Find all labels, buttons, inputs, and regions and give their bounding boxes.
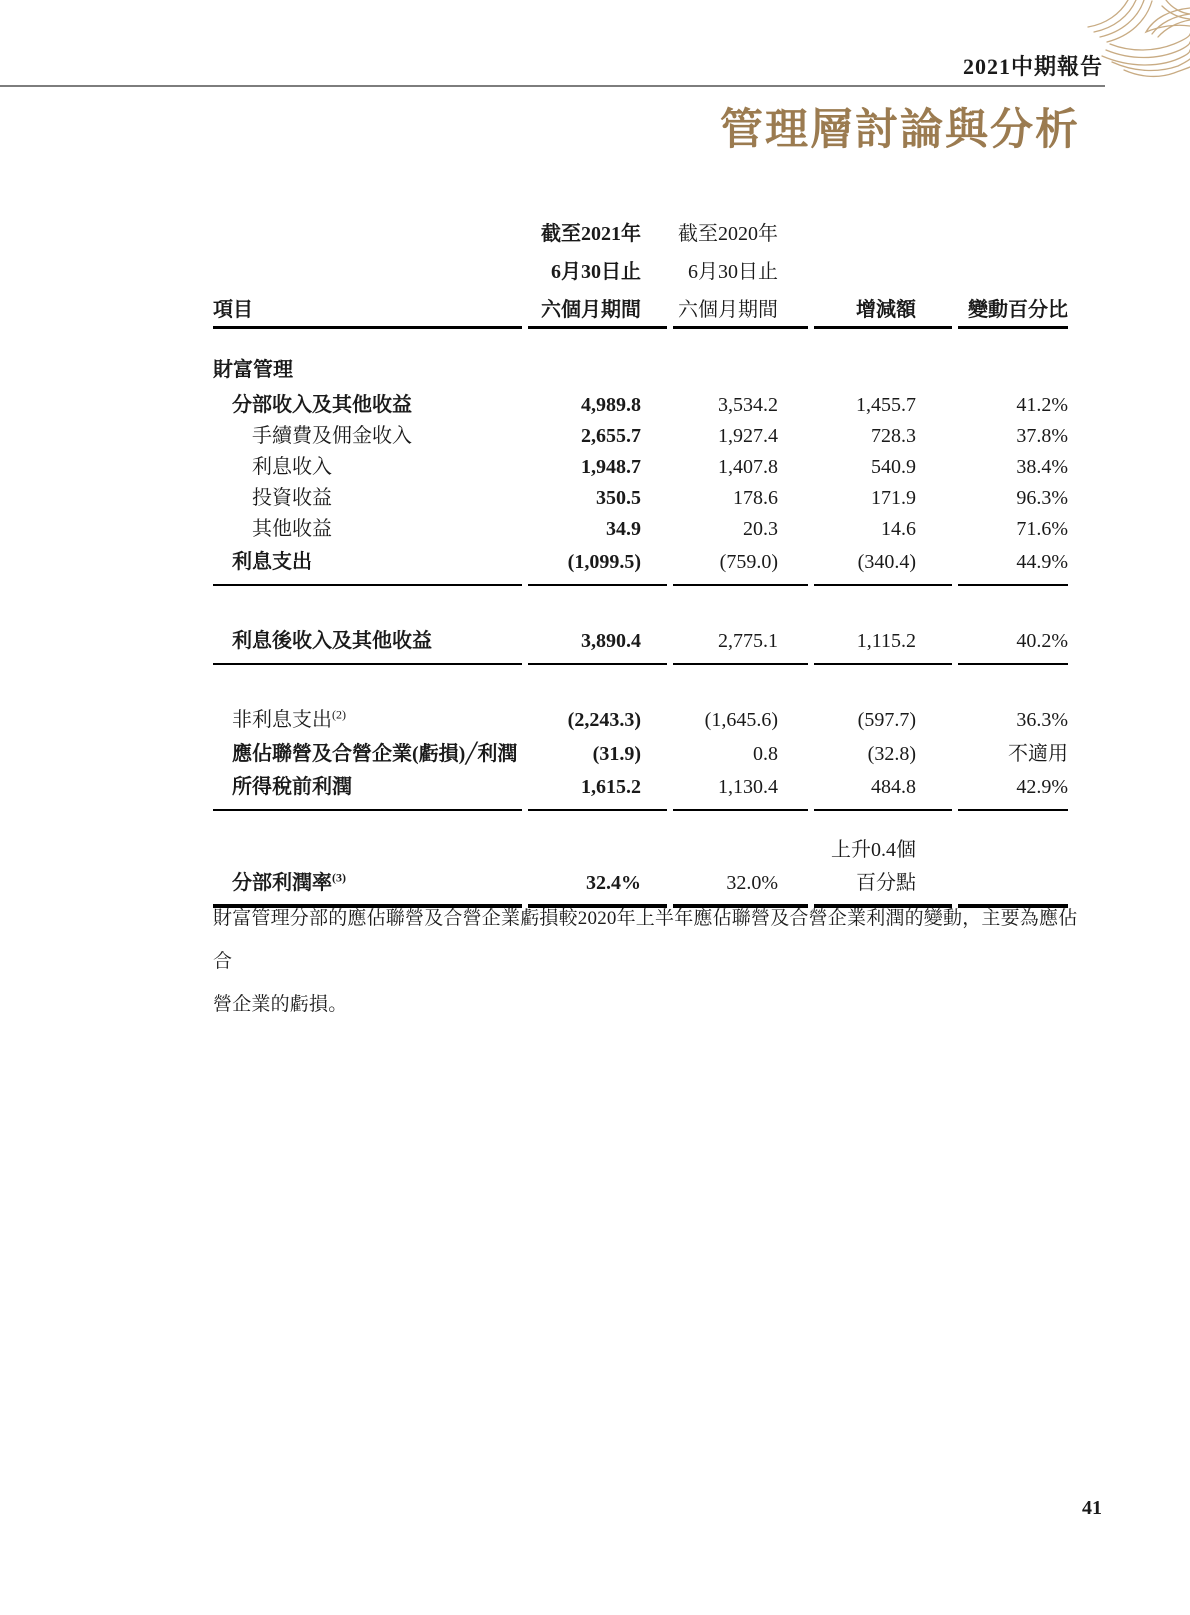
row-label: 利息後收入及其他收益 <box>213 626 522 665</box>
financial-table <box>213 215 1068 908</box>
value-2020 <box>673 355 808 386</box>
row-label: 投資收益 <box>252 487 332 509</box>
header-2020-line3: 六個月期間 <box>673 291 808 329</box>
row-label: 其他收益 <box>252 518 332 540</box>
value-pct <box>958 355 1068 386</box>
table-row <box>213 739 1068 770</box>
value-2021: 3,890.4 <box>528 626 667 665</box>
header-pct: 變動百分比 <box>958 291 1068 329</box>
header-item: 項目 <box>213 291 522 329</box>
value-2021: 1,615.2 <box>528 772 667 811</box>
value-change: 171.9 <box>871 487 916 509</box>
value-2021 <box>528 835 667 866</box>
value-2020: (759.0) <box>673 547 808 586</box>
table-row <box>213 835 1068 866</box>
value-change: (340.4) <box>814 547 952 586</box>
header-spacer <box>958 253 1068 291</box>
value-2021: 32.4% <box>528 868 667 908</box>
value-2020: 2,775.1 <box>673 626 808 665</box>
value-change: 百分點 <box>814 868 952 908</box>
table-header-row <box>213 291 1068 329</box>
value-2020: 1,927.4 <box>718 425 778 447</box>
value-pct: 不適用 <box>1008 743 1068 765</box>
header-spacer <box>213 215 522 253</box>
row-label: 所得稅前利潤 <box>213 772 522 811</box>
row-label: 分部收入及其他收益 <box>232 394 412 416</box>
row-label <box>213 835 522 866</box>
table-header-row <box>213 253 1068 291</box>
value-change: 540.9 <box>871 456 916 478</box>
footnote-ref: (3) <box>332 870 346 885</box>
value-change: 484.8 <box>814 772 952 811</box>
value-2021: 34.9 <box>606 518 641 540</box>
value-pct: 42.9% <box>958 772 1068 811</box>
value-2021: 4,989.8 <box>581 394 641 416</box>
value-pct: 96.3% <box>1016 487 1068 509</box>
value-2020: (1,645.6) <box>704 709 778 731</box>
value-2020 <box>673 835 808 866</box>
value-2021: (31.9) <box>592 743 641 765</box>
table-header-row <box>213 215 1068 253</box>
table-row <box>213 772 1068 811</box>
row-label: 分部利潤率$^{(3)}$ <box>213 868 522 908</box>
table-row <box>213 355 1068 386</box>
table-row <box>213 452 1068 483</box>
table-row <box>213 514 1068 545</box>
row-label: 利息支出 <box>213 547 522 586</box>
value-change: (597.7) <box>857 709 916 731</box>
header-spacer <box>958 215 1068 253</box>
table-row <box>213 421 1068 452</box>
value-change: 上升0.4個 <box>831 839 916 861</box>
value-2020: 1,407.8 <box>718 456 778 478</box>
value-pct: 40.2% <box>958 626 1068 665</box>
value-2021: 350.5 <box>596 487 641 509</box>
note-paragraph <box>213 897 1088 1026</box>
value-2020: 32.0% <box>673 868 808 908</box>
row-label: 財富管理 <box>213 359 293 381</box>
header-2021-line2: 6月30日止 <box>551 261 641 283</box>
value-change: 14.6 <box>881 518 916 540</box>
value-pct <box>958 835 1068 866</box>
table-row <box>213 547 1068 586</box>
header-change: 增減額 <box>814 291 952 329</box>
table-row <box>213 390 1068 421</box>
value-change: 728.3 <box>871 425 916 447</box>
header-spacer <box>213 253 522 291</box>
row-label: 應佔聯營及合營企業(虧損)╱利潤 <box>232 743 518 765</box>
value-pct: 41.2% <box>1016 394 1068 416</box>
value-change <box>814 355 952 386</box>
value-2021: (1,099.5) <box>528 547 667 586</box>
header-spacer <box>814 215 952 253</box>
note-line: 營企業的虧損。 <box>213 994 348 1015</box>
table-body <box>213 355 1068 908</box>
value-2020: 3,534.2 <box>718 394 778 416</box>
row-label: 利息收入 <box>252 456 332 478</box>
header-divider <box>0 85 1105 87</box>
footnote-ref: (2) <box>332 707 346 722</box>
table-row <box>213 483 1068 514</box>
row-label: 非利息支出$^{(2)}$ <box>232 707 346 731</box>
report-badge: 2021中期報告 <box>962 54 1103 79</box>
value-pct: 36.3% <box>1016 709 1068 731</box>
value-2021: (2,243.3) <box>567 709 641 731</box>
table-row <box>213 626 1068 665</box>
value-2021 <box>528 355 667 386</box>
header-2021-line3: 六個月期間 <box>528 291 667 329</box>
page-title: 管理層討論與分析 <box>720 107 1080 154</box>
page-number: 41 <box>1082 1497 1102 1519</box>
header-2020-line2: 6月30日止 <box>688 261 778 283</box>
value-2020: 1,130.4 <box>673 772 808 811</box>
value-pct: 44.9% <box>958 547 1068 586</box>
value-pct: 37.8% <box>1016 425 1068 447</box>
value-pct: 71.6% <box>1016 518 1068 540</box>
note-line: 財富管理分部的應佔聯營及合營企業虧損較2020年上半年應佔聯營及合營企業利潤的變動，主要為應佔合 <box>213 908 1078 972</box>
value-2020: 0.8 <box>753 743 778 765</box>
header-2020-line1: 截至2020年 <box>678 223 778 245</box>
value-change: 1,455.7 <box>856 394 916 416</box>
row-label: 手續費及佣金收入 <box>252 425 412 447</box>
table-row <box>213 705 1068 736</box>
value-change: 1,115.2 <box>814 626 952 665</box>
value-change: (32.8) <box>867 743 916 765</box>
value-2020: 178.6 <box>733 487 778 509</box>
value-2021: 2,655.7 <box>581 425 641 447</box>
header-2021-line1: 截至2021年 <box>541 223 641 245</box>
header-spacer <box>814 253 952 291</box>
value-2020: 20.3 <box>743 518 778 540</box>
value-2021: 1,948.7 <box>581 456 641 478</box>
value-pct: 38.4% <box>1016 456 1068 478</box>
